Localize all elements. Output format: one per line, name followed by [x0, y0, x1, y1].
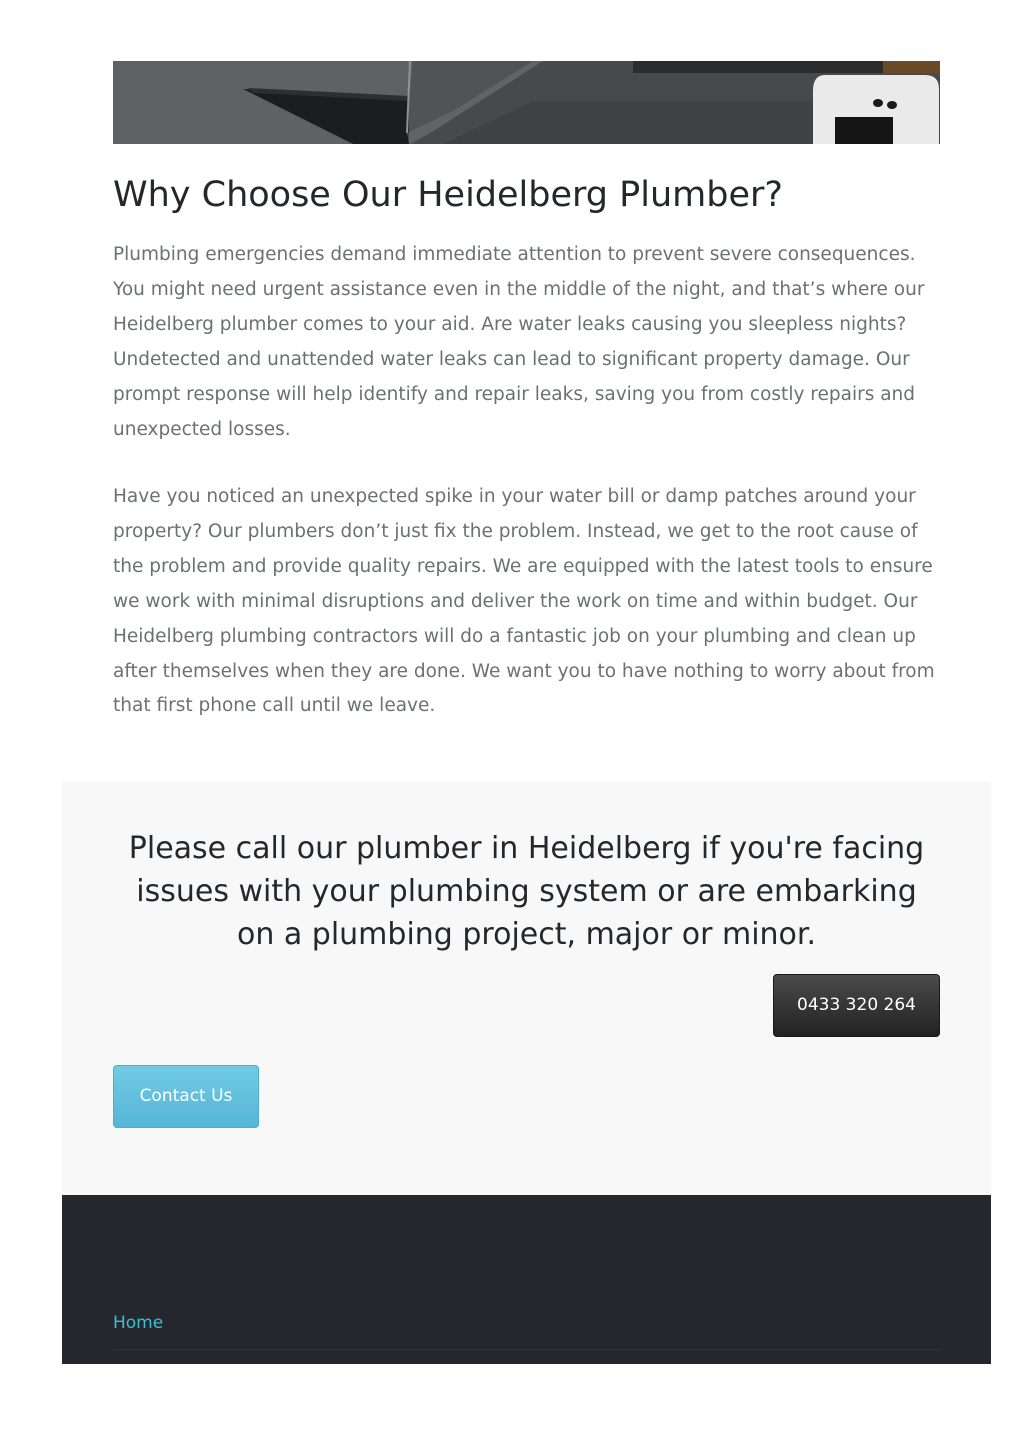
- footer-divider: [113, 1349, 940, 1350]
- cta-heading: Please call our plumber in Heidelberg if you're facing issues with your plumbing system or are embarking on a plumbing project, major or minor.: [128, 831, 925, 952]
- details-paragraph: Have you noticed an unexpected spike in your water bill or damp patches around your property? Our plumbers don’t just fix the problem. Instead, we get to the root cause of the problem and provide quality repairs. We are equipped with the latest tools to ensure we work with minimal disruptions and deliver the work on time and within budget. Our Heidelberg plumbing contractors will do a fantastic job on your plumbing and clean up after themselves when they are done. We want you to have nothing to worry about from that first phone call until we leave.: [113, 486, 935, 717]
- site-footer: [62, 1195, 991, 1364]
- call-to-action-section: [62, 782, 991, 1195]
- section-title: Why Choose Our Heidelberg Plumber?: [113, 175, 783, 215]
- phone-number-button[interactable]: 0433 320 264: [773, 974, 940, 1037]
- bathroom-banner-image: [113, 61, 940, 144]
- contact-us-button[interactable]: Contact Us: [113, 1065, 259, 1128]
- intro-paragraph: Plumbing emergencies demand immediate attention to prevent severe consequences. You might need urgent assistance even in the middle of the night, and that’s where our Heidelberg plumber comes to your aid. Are water leaks causing you sleepless nights? Undetected and unattended water leaks can lead to significant property damage. Our prompt response will help identify and repair leaks, saving you from costly repairs and unexpected losses.: [113, 244, 925, 440]
- footer-home-link[interactable]: Home: [113, 1313, 164, 1333]
